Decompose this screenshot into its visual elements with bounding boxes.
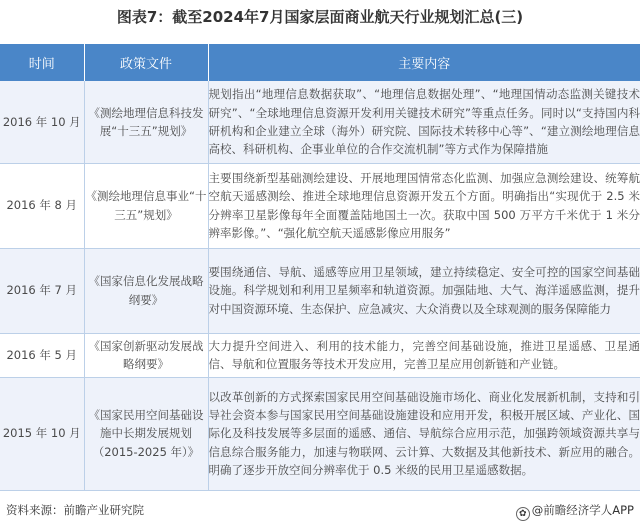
cell-doc: 《测绘地理信息事业“十三五”规划》	[84, 163, 208, 248]
header-content: 主要内容	[208, 44, 640, 81]
header-doc: 政策文件	[84, 44, 208, 81]
table-row	[0, 81, 640, 163]
page-title: 图表7：截至2024年7月国家层面商业航天行业规划汇总(三)	[116, 8, 524, 26]
table-row	[0, 248, 640, 333]
source-note: 资料来源：前瞻产业研究院	[6, 503, 144, 517]
policy-table	[0, 44, 640, 491]
cell-doc: 《国家创新驱动发展战略纲要》	[84, 333, 208, 377]
cell-content: 主要围绕新型基础测绘建设、开展地理国情常态化监测、加强应急测绘建设、统筹航空航天遥感测绘、推进全球地理信息资源开发五个方面。明确指出“实现优于 2.5 米分辨率卫星影像每年全面覆盖陆地国土一次。获取中国 500 万平方千米优于 1 米分辨率影像。”、“强化航空航天遥感影像应用服务”	[208, 163, 640, 248]
table-header-row	[0, 44, 640, 81]
cell-content: 大力提升空间进入、利用的技术能力，完善空间基础设施，推进卫星遥感、卫星通信、导航和位置服务等技术开发应用，完善卫星应用创新链和产业链。	[208, 333, 640, 377]
brand-credit	[516, 502, 634, 521]
paw-icon: ✿	[516, 507, 530, 521]
cell-time: 2016 年 8 月	[0, 163, 84, 248]
footer	[0, 500, 640, 522]
cell-time: 2016 年 10 月	[0, 81, 84, 163]
cell-doc: 《测绘地理信息科技发展“十三五”规划》	[84, 81, 208, 163]
cell-doc: 《国家信息化发展战略纲要》	[84, 248, 208, 333]
table-row	[0, 333, 640, 377]
cell-time: 2016 年 5 月	[0, 333, 84, 377]
brand-text: @前瞻经济学人APP	[531, 503, 634, 517]
cell-content: 以改革创新的方式探索国家民用空间基础设施市场化、商业化发展新机制，支持和引导社会资本参与国家民用空间基础设施建设和应用开发，积极开展区域、产业化、国际化及科技发展等多层面的遥感、通信、导航综合应用示范，加强跨领域资源共享与信息综合服务能力，加速与物联网、云计算、大数据及其他新技术、新应用的融合。明确了逐步开放空间分辨率优于 0.5 米级的民用卫星遥感数据。	[208, 377, 640, 490]
cell-content: 规划指出“地理信息数据获取”、“地理信息数据处理”、“地理国情动态监测关键技术研究”、“全球地理信息资源开发利用关键技术研究”等重点任务。同时以“支持国内科研机构和企业建立全球（海外）研究院、国际技术转移中心等”、“建立测绘地理信息高校、科研机构、企事业单位的合作交流机制”等方式作为保障措施	[208, 81, 640, 163]
cell-time: 2015 年 10 月	[0, 377, 84, 490]
header-time: 时间	[0, 44, 84, 81]
cell-time: 2016 年 7 月	[0, 248, 84, 333]
table-row	[0, 377, 640, 490]
table-row	[0, 163, 640, 248]
cell-content: 要围绕通信、导航、遥感等应用卫星领域，建立持续稳定、安全可控的国家空间基础设施。科学规划和利用卫星频率和轨道资源。加强陆地、大气、海洋遥感监测，提升对中国资源环境、生态保护、应急减灾、大众消费以及全球观测的服务保障能力	[208, 248, 640, 333]
cell-doc: 《国家民用空间基础设施中长期发展规划（2015-2025 年）》	[84, 377, 208, 490]
